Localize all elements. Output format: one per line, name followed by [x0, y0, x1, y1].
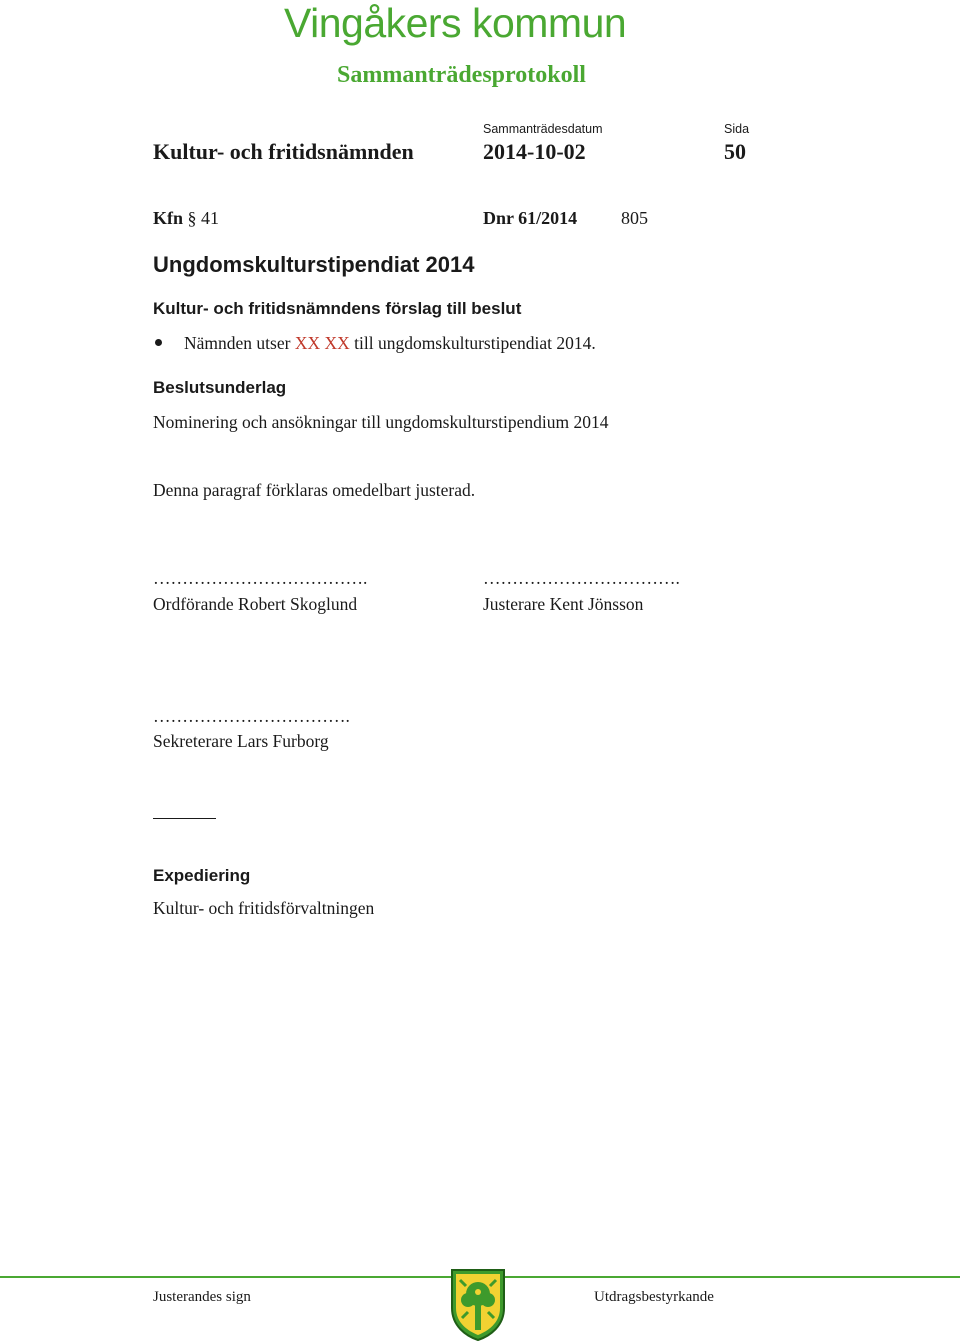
- case-title: Ungdomskulturstipendiat 2014: [153, 252, 475, 277]
- footer-certification: Utdragsbestyrkande: [594, 1289, 714, 1305]
- decision-placeholder: XX XX: [294, 333, 350, 353]
- page-number: 50: [724, 139, 746, 164]
- section-sign: §: [187, 208, 197, 228]
- page-label: Sida: [724, 122, 750, 136]
- chair-signature-line: ……………………………….: [153, 568, 368, 588]
- case-code: 805: [621, 208, 648, 228]
- municipality-title: Vingåkers kommun: [284, 0, 627, 46]
- paragraph-prefix: Kfn: [153, 208, 184, 228]
- adjuster-name: Justerare Kent Jönsson: [483, 594, 644, 614]
- committee-name: Kultur- och fritidsnämnden: [153, 139, 414, 164]
- secretary-name: Sekreterare Lars Furborg: [153, 731, 329, 751]
- basis-heading: Beslutsunderlag: [153, 378, 287, 397]
- paragraph-number: 41: [201, 208, 220, 228]
- decision-before: Nämnden utser: [184, 333, 295, 353]
- dispatch-heading: Expediering: [153, 866, 251, 885]
- footer-adjuster-sign: Justerandes sign: [153, 1289, 251, 1305]
- adjuster-signature-line: …………………………….: [483, 568, 680, 588]
- proposal-heading: Kultur- och fritidsnämndens förslag till beslut: [153, 299, 522, 318]
- meeting-date-label: Sammanträdesdatum: [483, 122, 603, 136]
- decision-after: till ungdomskulturstipendiat 2014.: [349, 333, 596, 353]
- bullet-icon: [155, 339, 162, 346]
- case-number: Dnr 61/2014: [483, 208, 578, 228]
- coat-of-arms-icon: [446, 1266, 510, 1342]
- chair-name: Ordförande Robert Skoglund: [153, 594, 358, 614]
- divider: [153, 818, 216, 819]
- secretary-signature-line: …………………………….: [153, 706, 350, 726]
- basis-text: Nominering och ansökningar till ungdomskulturstipendium 2014: [153, 412, 609, 432]
- decision-text: [184, 333, 596, 354]
- paragraph-reference: [153, 208, 219, 229]
- meeting-date: 2014-10-02: [483, 139, 586, 164]
- document-type: Sammanträdesprotokoll: [337, 62, 586, 88]
- declaration-text: Denna paragraf förklaras omedelbart justerad.: [153, 480, 476, 500]
- dispatch-recipient: Kultur- och fritidsförvaltningen: [153, 898, 375, 918]
